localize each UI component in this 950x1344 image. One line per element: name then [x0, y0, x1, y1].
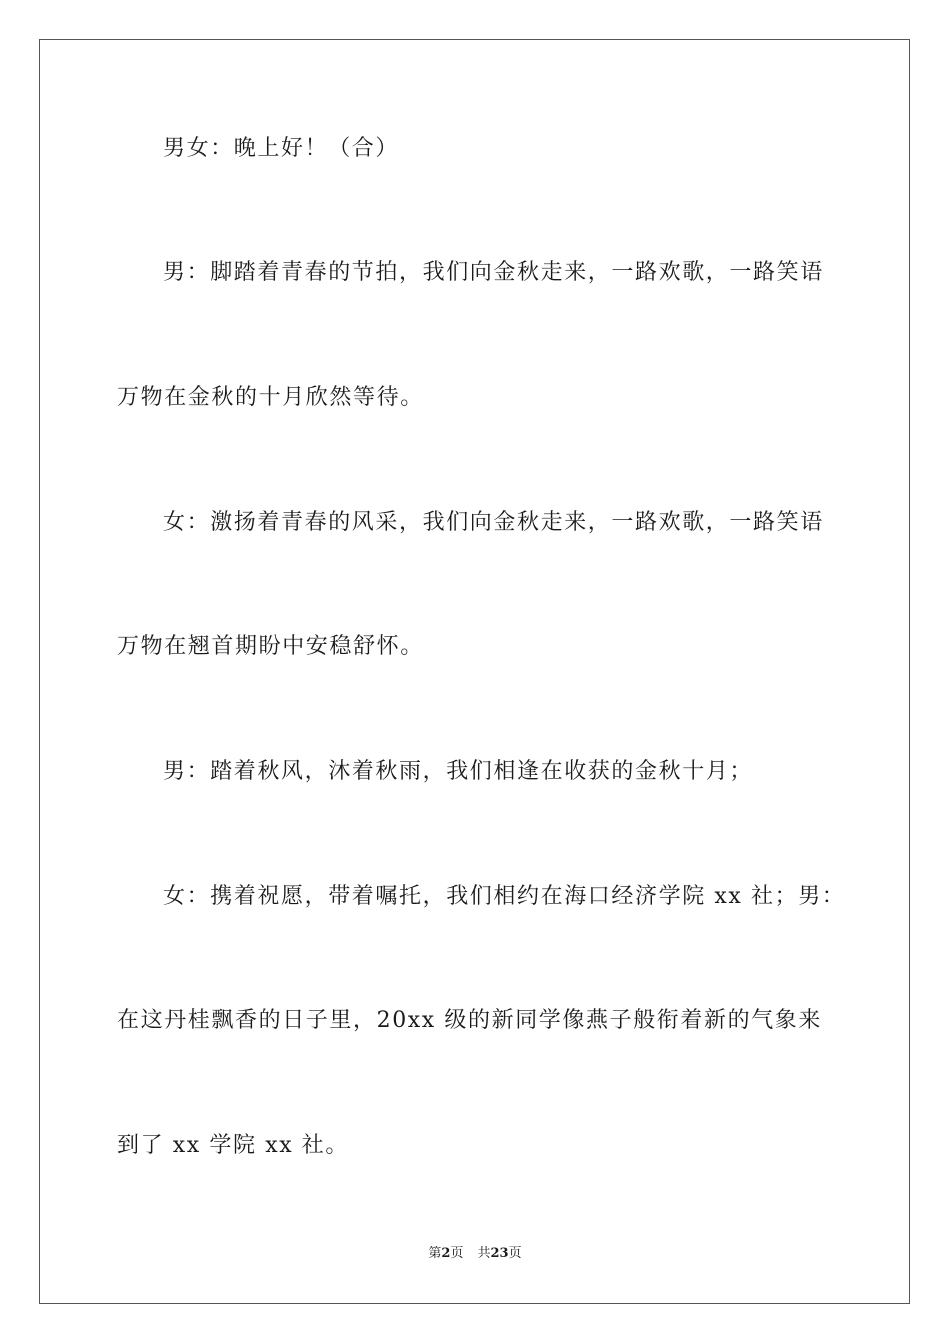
page-number: 2 — [441, 1246, 451, 1261]
text-line-greeting: 男女：晚上好！（合） — [163, 136, 400, 161]
page-frame — [39, 39, 910, 1304]
text-line-male-2: 男：踏着秋风，沐着秋雨，我们相逢在收获的金秋十月； — [163, 759, 754, 784]
text-line-male-1-cont: 万物在金秋的十月欣然等待。 — [117, 385, 424, 410]
page-prefix: 第 — [428, 1246, 442, 1261]
text-line-female-1: 女：激扬着青春的风采，我们向金秋走来，一路欢歌，一路笑语 — [163, 510, 824, 535]
page-suffix: 页 — [450, 1246, 464, 1261]
text-line-male-3: 在这丹桂飘香的日子里，20xx 级的新同学像燕子般衔着新的气象来 — [117, 1008, 823, 1033]
total-suffix: 页 — [508, 1246, 522, 1261]
text-line-female-2: 女：携着祝愿，带着嘱托，我们相约在海口经济学院 xx 社；男： — [163, 884, 846, 909]
text-line-male-3-cont: 到了 xx 学院 xx 社。 — [117, 1133, 350, 1158]
total-pages: 23 — [490, 1246, 509, 1261]
page-footer — [0, 1245, 950, 1263]
text-line-female-1-cont: 万物在翘首期盼中安稳舒怀。 — [117, 634, 424, 659]
text-line-male-1: 男：脚踏着青春的节拍，我们向金秋走来，一路欢歌，一路笑语 — [163, 260, 824, 285]
total-prefix: 共 — [477, 1246, 491, 1261]
